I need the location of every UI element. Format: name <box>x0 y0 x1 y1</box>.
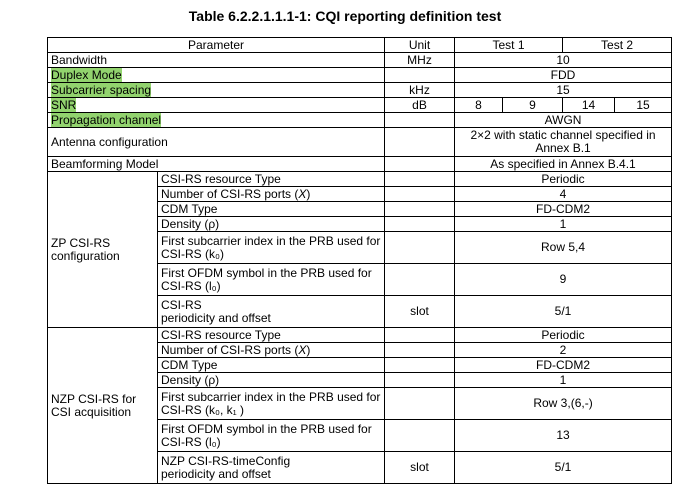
duplex-value: FDD <box>455 68 672 83</box>
snr-unit: dB <box>385 98 455 113</box>
nzp-cdm-label: CDM Type <box>158 358 385 373</box>
beamforming-label: Beamforming Model <box>48 157 385 172</box>
bandwidth-unit: MHz <box>385 53 455 68</box>
header-test1: Test 1 <box>455 38 563 53</box>
zp-row-resource-type <box>48 172 672 187</box>
zp-density-value: 1 <box>455 217 672 232</box>
zp-periodicity-label: CSI-RS periodicity and offset <box>158 296 385 328</box>
snr-value-2: 9 <box>503 98 563 113</box>
snr-value-1: 8 <box>455 98 503 113</box>
header-test2: Test 2 <box>563 38 672 53</box>
zp-ports-value: 4 <box>455 187 672 202</box>
scs-value: 15 <box>455 83 672 98</box>
header-row <box>48 38 672 53</box>
table-title: Table 6.2.2.1.1.1-1: CQI reporting definition test <box>188 8 502 24</box>
zp-first-ofdm-label: First OFDM symbol in the PRB used for CSI-RS (l₀) <box>158 264 385 296</box>
zp-first-subcarrier-value: Row 5,4 <box>455 232 672 264</box>
header-parameter: Parameter <box>48 38 385 53</box>
row-beamforming <box>48 157 672 172</box>
nzp-first-ofdm-value: 13 <box>455 420 672 452</box>
nzp-cdm-value: FD-CDM2 <box>455 358 672 373</box>
cqi-test-table <box>47 37 672 484</box>
snr-value-4: 15 <box>615 98 672 113</box>
zp-periodicity-unit: slot <box>385 296 455 328</box>
nzp-first-subcarrier-value: Row 3,(6,-) <box>455 388 672 420</box>
row-antenna <box>48 128 672 157</box>
zp-density-label: Density (ρ) <box>158 217 385 232</box>
header-unit: Unit <box>385 38 455 53</box>
row-duplex <box>48 68 672 83</box>
scs-unit: kHz <box>385 83 455 98</box>
zp-ports-label: Number of CSI-RS ports (X) <box>158 187 385 202</box>
zp-periodicity-value: 5/1 <box>455 296 672 328</box>
zp-first-subcarrier-label: First subcarrier index in the PRB used for CSI-RS (k₀) <box>158 232 385 264</box>
zp-first-ofdm-value: 9 <box>455 264 672 296</box>
scs-label: Subcarrier spacing <box>51 82 152 97</box>
nzp-resource-type-value: Periodic <box>455 328 672 343</box>
nzp-periodicity-value: 5/1 <box>455 452 672 484</box>
duplex-label: Duplex Mode <box>51 67 122 82</box>
row-scs <box>48 83 672 98</box>
bandwidth-label: Bandwidth <box>48 53 385 68</box>
zp-resource-type-label: CSI-RS resource Type <box>158 172 385 187</box>
nzp-periodicity-unit: slot <box>385 452 455 484</box>
nzp-row-resource-type <box>48 328 672 343</box>
nzp-ports-label: Number of CSI-RS ports (X) <box>158 343 385 358</box>
row-snr <box>48 98 672 113</box>
antenna-label: Antenna configuration <box>48 128 385 157</box>
nzp-density-value: 1 <box>455 373 672 388</box>
nzp-periodicity-label: NZP CSI-RS-timeConfig periodicity and offset <box>158 452 385 484</box>
nzp-group-label: NZP CSI-RS for CSI acquisition <box>48 328 158 484</box>
snr-value-3: 14 <box>563 98 615 113</box>
nzp-resource-type-label: CSI-RS resource Type <box>158 328 385 343</box>
nzp-first-subcarrier-label: First subcarrier index in the PRB used for CSI-RS (k₀, k₁ ) <box>158 388 385 420</box>
propagation-label: Propagation channel <box>51 112 162 127</box>
zp-group-label: ZP CSI-RS configuration <box>48 172 158 328</box>
propagation-value: AWGN <box>455 113 672 128</box>
zp-cdm-value: FD-CDM2 <box>455 202 672 217</box>
row-bandwidth <box>48 53 672 68</box>
nzp-density-label: Density (ρ) <box>158 373 385 388</box>
bandwidth-value: 10 <box>455 53 672 68</box>
row-propagation <box>48 113 672 128</box>
zp-cdm-label: CDM Type <box>158 202 385 217</box>
nzp-first-ofdm-label: First OFDM symbol in the PRB used for CSI-RS (l₀) <box>158 420 385 452</box>
nzp-ports-value: 2 <box>455 343 672 358</box>
beamforming-value: As specified in Annex B.4.1 <box>455 157 672 172</box>
snr-label: SNR <box>51 97 77 112</box>
antenna-value: 2×2 with static channel specified in Annex B.1 <box>455 128 672 157</box>
zp-resource-type-value: Periodic <box>455 172 672 187</box>
